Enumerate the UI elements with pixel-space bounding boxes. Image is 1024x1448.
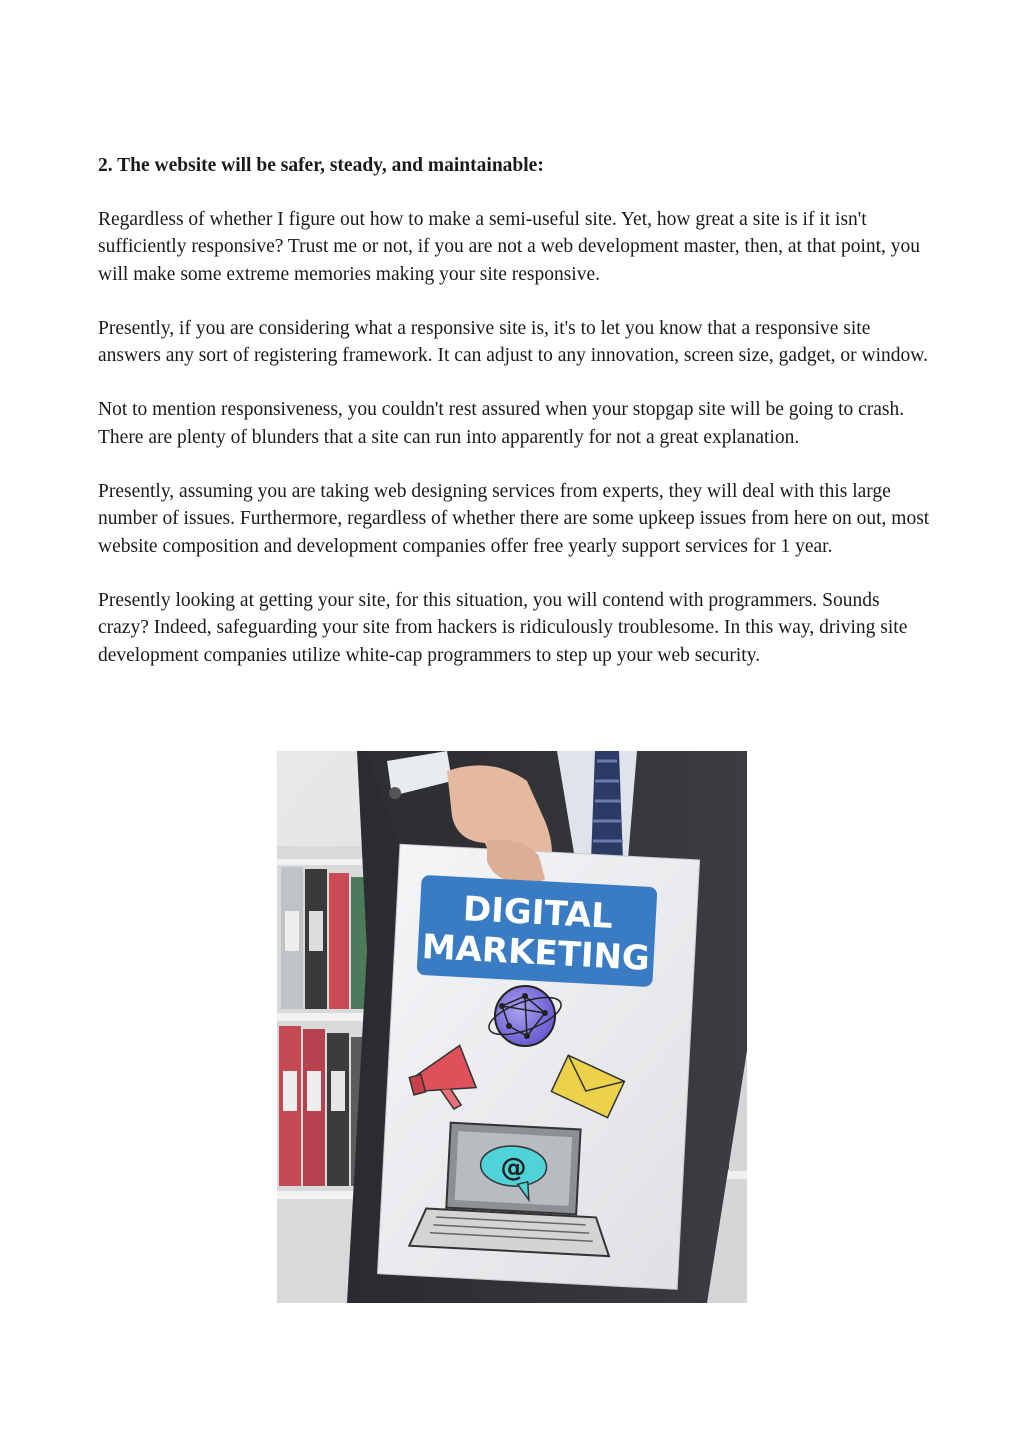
sign-line-1: DIGITAL — [462, 889, 614, 937]
sign-line-2: MARKETING — [420, 927, 651, 979]
section-heading: 2. The website will be safer, steady, and maintainable: — [98, 155, 544, 176]
document-body — [98, 152, 934, 696]
digital-marketing-photo — [277, 751, 747, 1303]
at-symbol: @ — [499, 1152, 528, 1184]
paragraph-2: Presently, if you are considering what a responsive site is, it's to let you know that a responsive site answers any sort of registering framework. It can adjust to any innovation, screen size, gadget, or window. — [98, 317, 928, 367]
paragraph-4: Presently, assuming you are taking web designing services from experts, they will deal with this large number of issues. Furthermore, regardless of whether there are some upkeep issues from here on out, most website composition and development companies offer free yearly support services for 1 year. — [98, 481, 930, 557]
paragraph-3: Not to mention responsiveness, you couldn't rest assured when your stopgap site will be going to crash. There are plenty of blunders that a site can run into apparently for not a great explanation. — [98, 399, 905, 448]
paragraph-1: Regardless of whether I figure out how to make a semi-useful site. Yet, how great a site is if it isn't sufficiently responsive? Trust me or not, if you are not a web development master, then, at that point, you will make some extreme memories making your site responsive. — [98, 209, 921, 285]
paragraph-5: Presently looking at getting your site, for this situation, you will contend with programmers. Sounds crazy? Indeed, safeguarding your site from hackers is ridiculously troublesome. In this way, driving site development companies utilize white-cap programmers to step up your web security. — [98, 589, 908, 666]
